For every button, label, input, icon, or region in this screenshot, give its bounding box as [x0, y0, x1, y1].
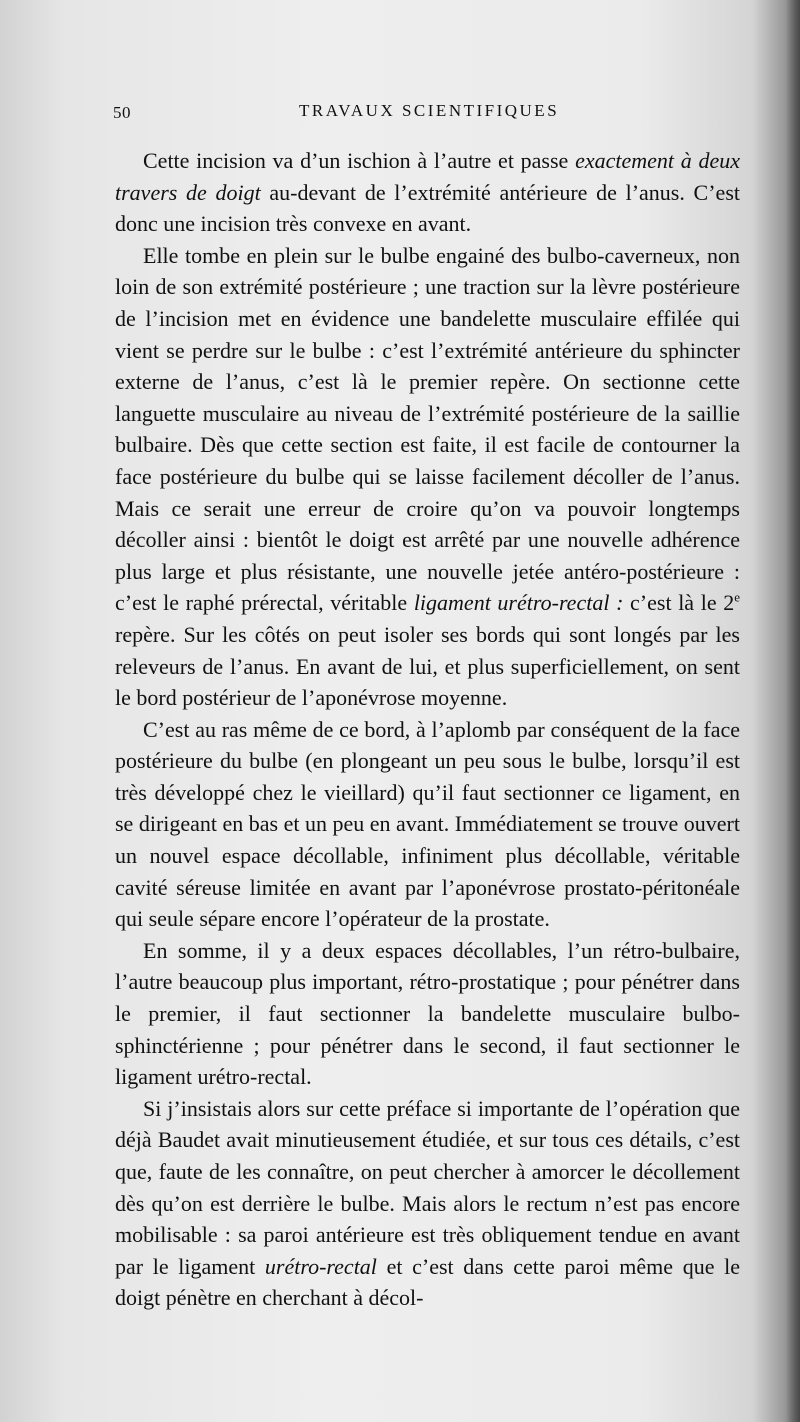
paragraph-1	[115, 145, 740, 240]
text-segment-italic: ligament urétro-rectal :	[413, 590, 624, 616]
running-head: TRAVAUX SCIENTIFIQUES	[299, 101, 560, 120]
paragraph-4	[115, 935, 740, 1093]
text-segment: Si j’insistais alors sur cette préface si importante de l’opération que déjà Baudet avait minutieusement étudiée, et sur tous ces détails, c’est que, faute de les connaître, on peut chercher à amorcer le décollement dès qu’on est derrière le bulbe. Mais alors le rectum n’est pas encore mobilisable : sa paroi antérieure est très obliquement tendue en avant par le ligament	[115, 1095, 740, 1279]
paragraph-2	[115, 240, 740, 714]
text-segment-italic: urétro-rectal	[264, 1253, 377, 1279]
paragraph-5	[115, 1093, 740, 1314]
text-segment-italic: exactement à deux travers de doigt	[115, 148, 740, 205]
body-text	[115, 145, 740, 1314]
text-segment: c’est là le 2	[623, 590, 735, 616]
text-segment: Cette incision va d’un ischion à l’autre et passe	[143, 148, 576, 173]
text-segment: et c’est dans cette paroi même que le doigt pénètre en cherchant à décol-	[115, 1253, 740, 1311]
paragraph-3	[115, 714, 740, 935]
text-segment: En somme, il y a deux espaces décollables, l’un rétro-bulbaire, l’autre beaucoup plus important, rétro-prostatique ; pour pénétrer dans le premier, il faut sectionner la bandelette musculaire bulbo-sphinctérienne ; pour pénétrer dans le second, il faut sectionner le ligament urétro-rectal.	[115, 937, 740, 1090]
text-segment: repère. Sur les côtés on peut isoler ses bords qui sont longés par les releveurs de l’anus. En avant de lui, et plus superficiellement, on sent le bord postérieur de l’aponévrose moyenne.	[115, 621, 740, 711]
text-segment-superscript: e	[734, 589, 740, 605]
page-number: 50	[113, 103, 131, 122]
text-segment: au-devant de l’extrémité antérieure de l’anus. C’est donc une incision très convexe en avant.	[115, 179, 740, 237]
text-segment: C’est au ras même de ce bord, à l’aplomb par conséquent de la face postérieure du bulbe (en plongeant un peu sous le bulbe, lorsqu’il est très développé chez le vieillard) qu’il faut sectionner ce ligament, en se dirigeant en bas et un peu en avant. Immédiatement se trouve ouvert un nouvel espace décollable, infiniment plus décollable, véritable cavité séreuse limitée en avant par l’aponévrose prostato-péritonéale qui seule sépare encore l’opérateur de la prostate.	[115, 716, 740, 932]
page-edge-shadow	[786, 0, 800, 1422]
text-segment: Elle tombe en plein sur le bulbe engainé des bulbo-caverneux, non loin de son extrémité postérieure ; une traction sur la lèvre postérieure de l’incision met en évidence une bandelette musculaire effilée qui vient se perdre sur le bulbe : c’est l’extrémité antérieure du sphincter externe de l’anus, c’est là le premier repère. On sectionne cette languette musculaire au niveau de l’extrémité postérieure de la saillie bulbaire. Dès que cette section est faite, il est facile de contourner la face postérieure du bulbe qui se laisse facilement décoller de l’anus. Mais ce serait une erreur de croire qu’on va pouvoir longtemps décoller ainsi : bientôt le doigt est arrêté par une nouvelle adhérence plus large et plus résistante, une nouvelle jetée antéro-postérieure : c’est le raphé prérectal, véritable	[115, 242, 740, 616]
